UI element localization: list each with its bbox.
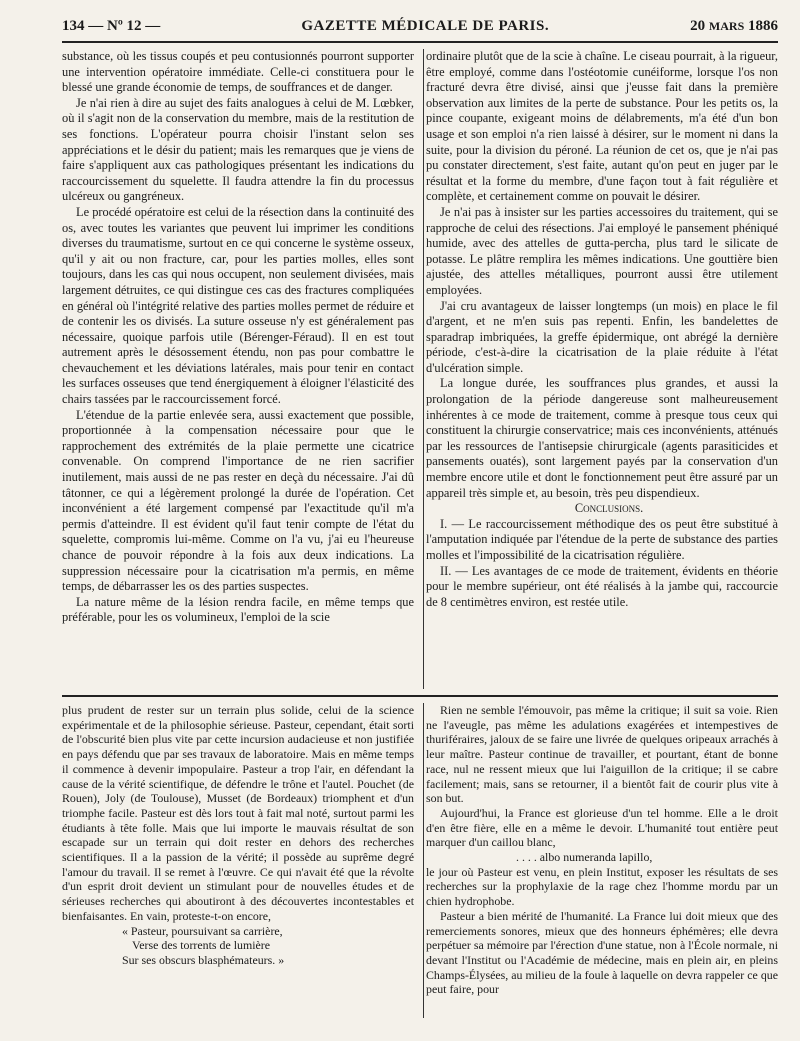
paragraph: J'ai cru avantageux de laisser longtemps (un mois) en place le fil d'argent, et ne m'en suis pas repenti. Enfin, les bandelettes de sparadrap imbriquées, la greffe épidermique, ont abrégé la dernière période, c'est-à-dire la cicatrisation de la plaie réduite à l'état d'ulcération simple. <box>426 298 778 375</box>
conclusions-heading: Conclusions. <box>574 501 644 516</box>
paragraph: Aujourd'hui, la France est glorieuse d'un tel homme. Elle a le droit d'en être fière, elle en a même le devoir. L'humanité tout entière peut marquer d'un caillou blanc, <box>426 805 778 850</box>
paragraph: Pasteur a bien mérité de l'humanité. La France lui doit mieux que des remerciements sonores, mieux que des honneurs éphémères; elle devra perpétuer sa mémoire par l'érection d'une statue, non à l'École normale, ni devant l'Institut ou l'Académie de médecine, mais en plein air, en pleins Champs-Élysées, au milieu de la foule à laquelle on devra rappeler ce que peut faire, pour <box>426 908 778 997</box>
upper-right-column <box>426 49 778 689</box>
article-upper <box>62 49 778 689</box>
column-divider <box>423 49 424 689</box>
paragraph: Rien ne semble l'émouvoir, pas même la critique; il suit sa voie. Rien ne l'aveugle, pas même les adulations exagérées et intempestives de thuriféraires, jaloux de se faire une livrée de quelques oripeaux arrachés à leur maître. Pasteur continue de travailler, et pourtant, étant de bonne race, nul ne ressent mieux que lui l'aiguillon de la critique; il se cabre facilement; mais, sans se retourner, il a bientôt fait de courir plus vite à son but. <box>426 703 778 806</box>
lower-right-column <box>426 703 778 1018</box>
feuilleton-lower <box>62 703 778 1018</box>
journal-title: GAZETTE MÉDICALE DE PARIS. <box>301 18 550 34</box>
paragraph: substance, où les tissus coupés et peu contusionnés pourront supporter une intervention opératoire immédiate. Celle-ci constituera pour le blessé une grande économie de temps, de souffrances et de danger. <box>62 49 414 95</box>
paragraph: Je n'ai rien à dire au sujet des faits analogues à celui de M. Lœbker, où il s'agit non de la conservation du membre, mais de la restitution de ses fonctions. L'opérateur pourra choisir l'instant selon ses appréciations et le désir du patient; mais les remarques que je viens de faire s'appliquent aux cas pathologiques présentant les indications du raccourcissement du squelette. Il faudra attendre la fin du processus ulcéreux ou gangréneux. <box>62 95 414 204</box>
paragraph: La longue durée, les souffrances plus grandes, et aussi la prolongation de la période dangereuse sont malheureusement inhérentes à ce mode de traitement, comme à presque tous ceux qui constituent la chirurgie conservatrice; mais ces inconvénients, atténués par les ressources de l'antisepsie chirurgicale (agents parasiticides et pansements ouatés), sont largement payés par la conservation d'un membre encore utile et dont le fonctionnement peut être assuré par un appareil très simple et, au besoin, très peu dispendieux. <box>426 376 778 500</box>
paragraph: Le procédé opératoire est celui de la résection dans la continuité des os, avec toutes les variantes que peuvent lui imprimer les conditions diverses du traumatisme, surtout en ce qui concerne le système osseux, qu'il y ait ou non fracture, car, pour les parties molles, elles sont toujours, dans les cas qui nous occupent, non seulement divisées, mais largement détruites, ce qui distingue ces cas des fractures compliquées en général où l'intégrité relative des parties molles permet de réduire et de contenir les os divisés. La suture osseuse n'y est généralement pas nécessaire, quoique parfois utile (Bérenger-Féraud). Il en est tout autrement après le désossement étendu, non pas pour combattre le chevauchement et les déviations latérales, mais pour tenir en contact les surfaces osseuses que tend énergiquement à éloigner l'élasticité des chairs tassées par le raccourcissement forcé. <box>62 204 414 407</box>
paragraph: La nature même de la lésion rendra facile, en même temps que préférable, pour les os volumineux, l'emploi de la scie <box>62 594 414 625</box>
conclusion-item: II. — Les avantages de ce mode de traitement, évidents en théorie pour le membre supérieur, ont été réalisés à la jambe qui, raccourcie de 8 centimètres environ, est restée utile. <box>426 563 778 609</box>
page-number: 134 — Nº 12 — <box>62 18 161 34</box>
poem-line: « Pasteur, poursuivant sa carrière, <box>122 923 283 938</box>
poem-line: Sur ses obscurs blasphémateurs. » <box>122 952 285 967</box>
date-year: 1886 <box>748 18 778 34</box>
section-separator <box>62 695 778 697</box>
paragraph: ordinaire plutôt que de la scie à chaîne. Le ciseau pourrait, à la rigueur, être employé, comme dans l'ostéotomie cunéiforme, lorsque l'os non fracturé devra être divisé, ainsi que j'eusse fait dans la première observation aux limites de la perte de substance. Pour les petits os, la pince coupante, exigeant moins de délabrements, m'a été d'un bon usage et son emploi n'a rien laissé à désirer, sur le moment ni dans la suite, pour la division du péroné. La réunion de cet os, que je n'ai pas pu constater directement, s'est faite, autant qu'on peut en juger par le résultat et la forme du membre, d'une façon tout à fait régulière et complète, et certainement comme on pouvait le désirer. <box>426 49 778 204</box>
latin-quote: . . . . albo numeranda lapillo, <box>516 850 653 865</box>
upper-left-column <box>62 49 414 689</box>
paragraph: L'étendue de la partie enlevée sera, aussi exactement que possible, proportionnée à la compensation nécessaire pour que le rapprochement des extrémités de la plaie permette une cicatrice convenable. On comprend l'importance de ne rien sacrifier inutilement, mais aussi de ne pas rester en deçà du nécessaire. J'ai dû tâtonner, ce qui a légèrement prolongé la durée de l'opération. Cet inconvénient a été largement compensé par l'exactitude qu'il m'a permis d'atteindre. Il est évident qu'il faut tenir compte de l'état du squelette, compromis lui-même. Comme on l'a vu, j'ai eu l'heureuse chance de pouvoir répondre à la fois aux deux indications. La suppression nécessaire pour la cicatrisation m'a permis, en même temps, de débarrasser les os des parties suspectes. <box>62 407 414 594</box>
page-header <box>62 18 778 43</box>
paragraph: Je n'ai pas à insister sur les parties accessoires du traitement, qui se rapproche de celui des résections. J'ai employé le pansement phéniqué humide, avec des attelles de gutta-percha, plus tard le silicate de potasse. Le plâtre remplira les mêmes indications. Une gouttière bien ajustée, des attelles métalliques, pourront aussi être utilement employées. <box>426 204 778 297</box>
date-month: MARS <box>708 19 745 33</box>
date-day: 20 <box>690 18 706 34</box>
conclusion-item: I. — Le raccourcissement méthodique des os peut être substitué à l'amputation indiquée par l'étendue de la perte de substance des parties molles et l'impossibilité de la cicatrisation régulière. <box>426 516 778 562</box>
lower-left-column <box>62 703 414 1018</box>
paragraph: le jour où Pasteur est venu, en plein Institut, exposer les résultats de ses recherches sur la prophylaxie de la rage chez l'homme mordu par un chien hydrophobe. <box>426 864 778 909</box>
poem-line: Verse des torrents de lumière <box>132 938 271 953</box>
column-divider <box>423 703 424 1018</box>
issue-date <box>690 18 778 35</box>
paragraph: plus prudent de rester sur un terrain plus solide, celui de la science expérimentale et de la philosophie sérieuse. Pasteur, cependant, était sorti de l'obscurité bien plus vite par cette incursion audacieuse et non justifiée en pays défendu que par ses travaux de laboratoire. Mais en même temps il commence à devenir impopulaire. Pasteur a trop l'air, en défendant la cause de la vérité scientifique, de défendre le trône et l'autel. Pouchet (de Rouen), Joly (de Toulouse), Musset (de Bordeaux) triomphent et d'un triomphe facile. Pasteur est dès lors tout à fait mal noté, surtout parmi les étudiants à tête folle. Mais que lui importe le mauvais résultat de son escapade sur un terrain qui doit rester en dehors des recherches scientifiques. Il a la passion de la vérité; il possède au suprême degré l'amour du travail. Il se remet à l'œuvre. Ce qui n'avait été que la révolte d'un esprit droit devient un stimulant pour de nouvelles études et de sérieuses recherches qui aboutiront à des découvertes incontestables et bienfaisantes. En vain, proteste-t-on encore, <box>62 703 414 923</box>
